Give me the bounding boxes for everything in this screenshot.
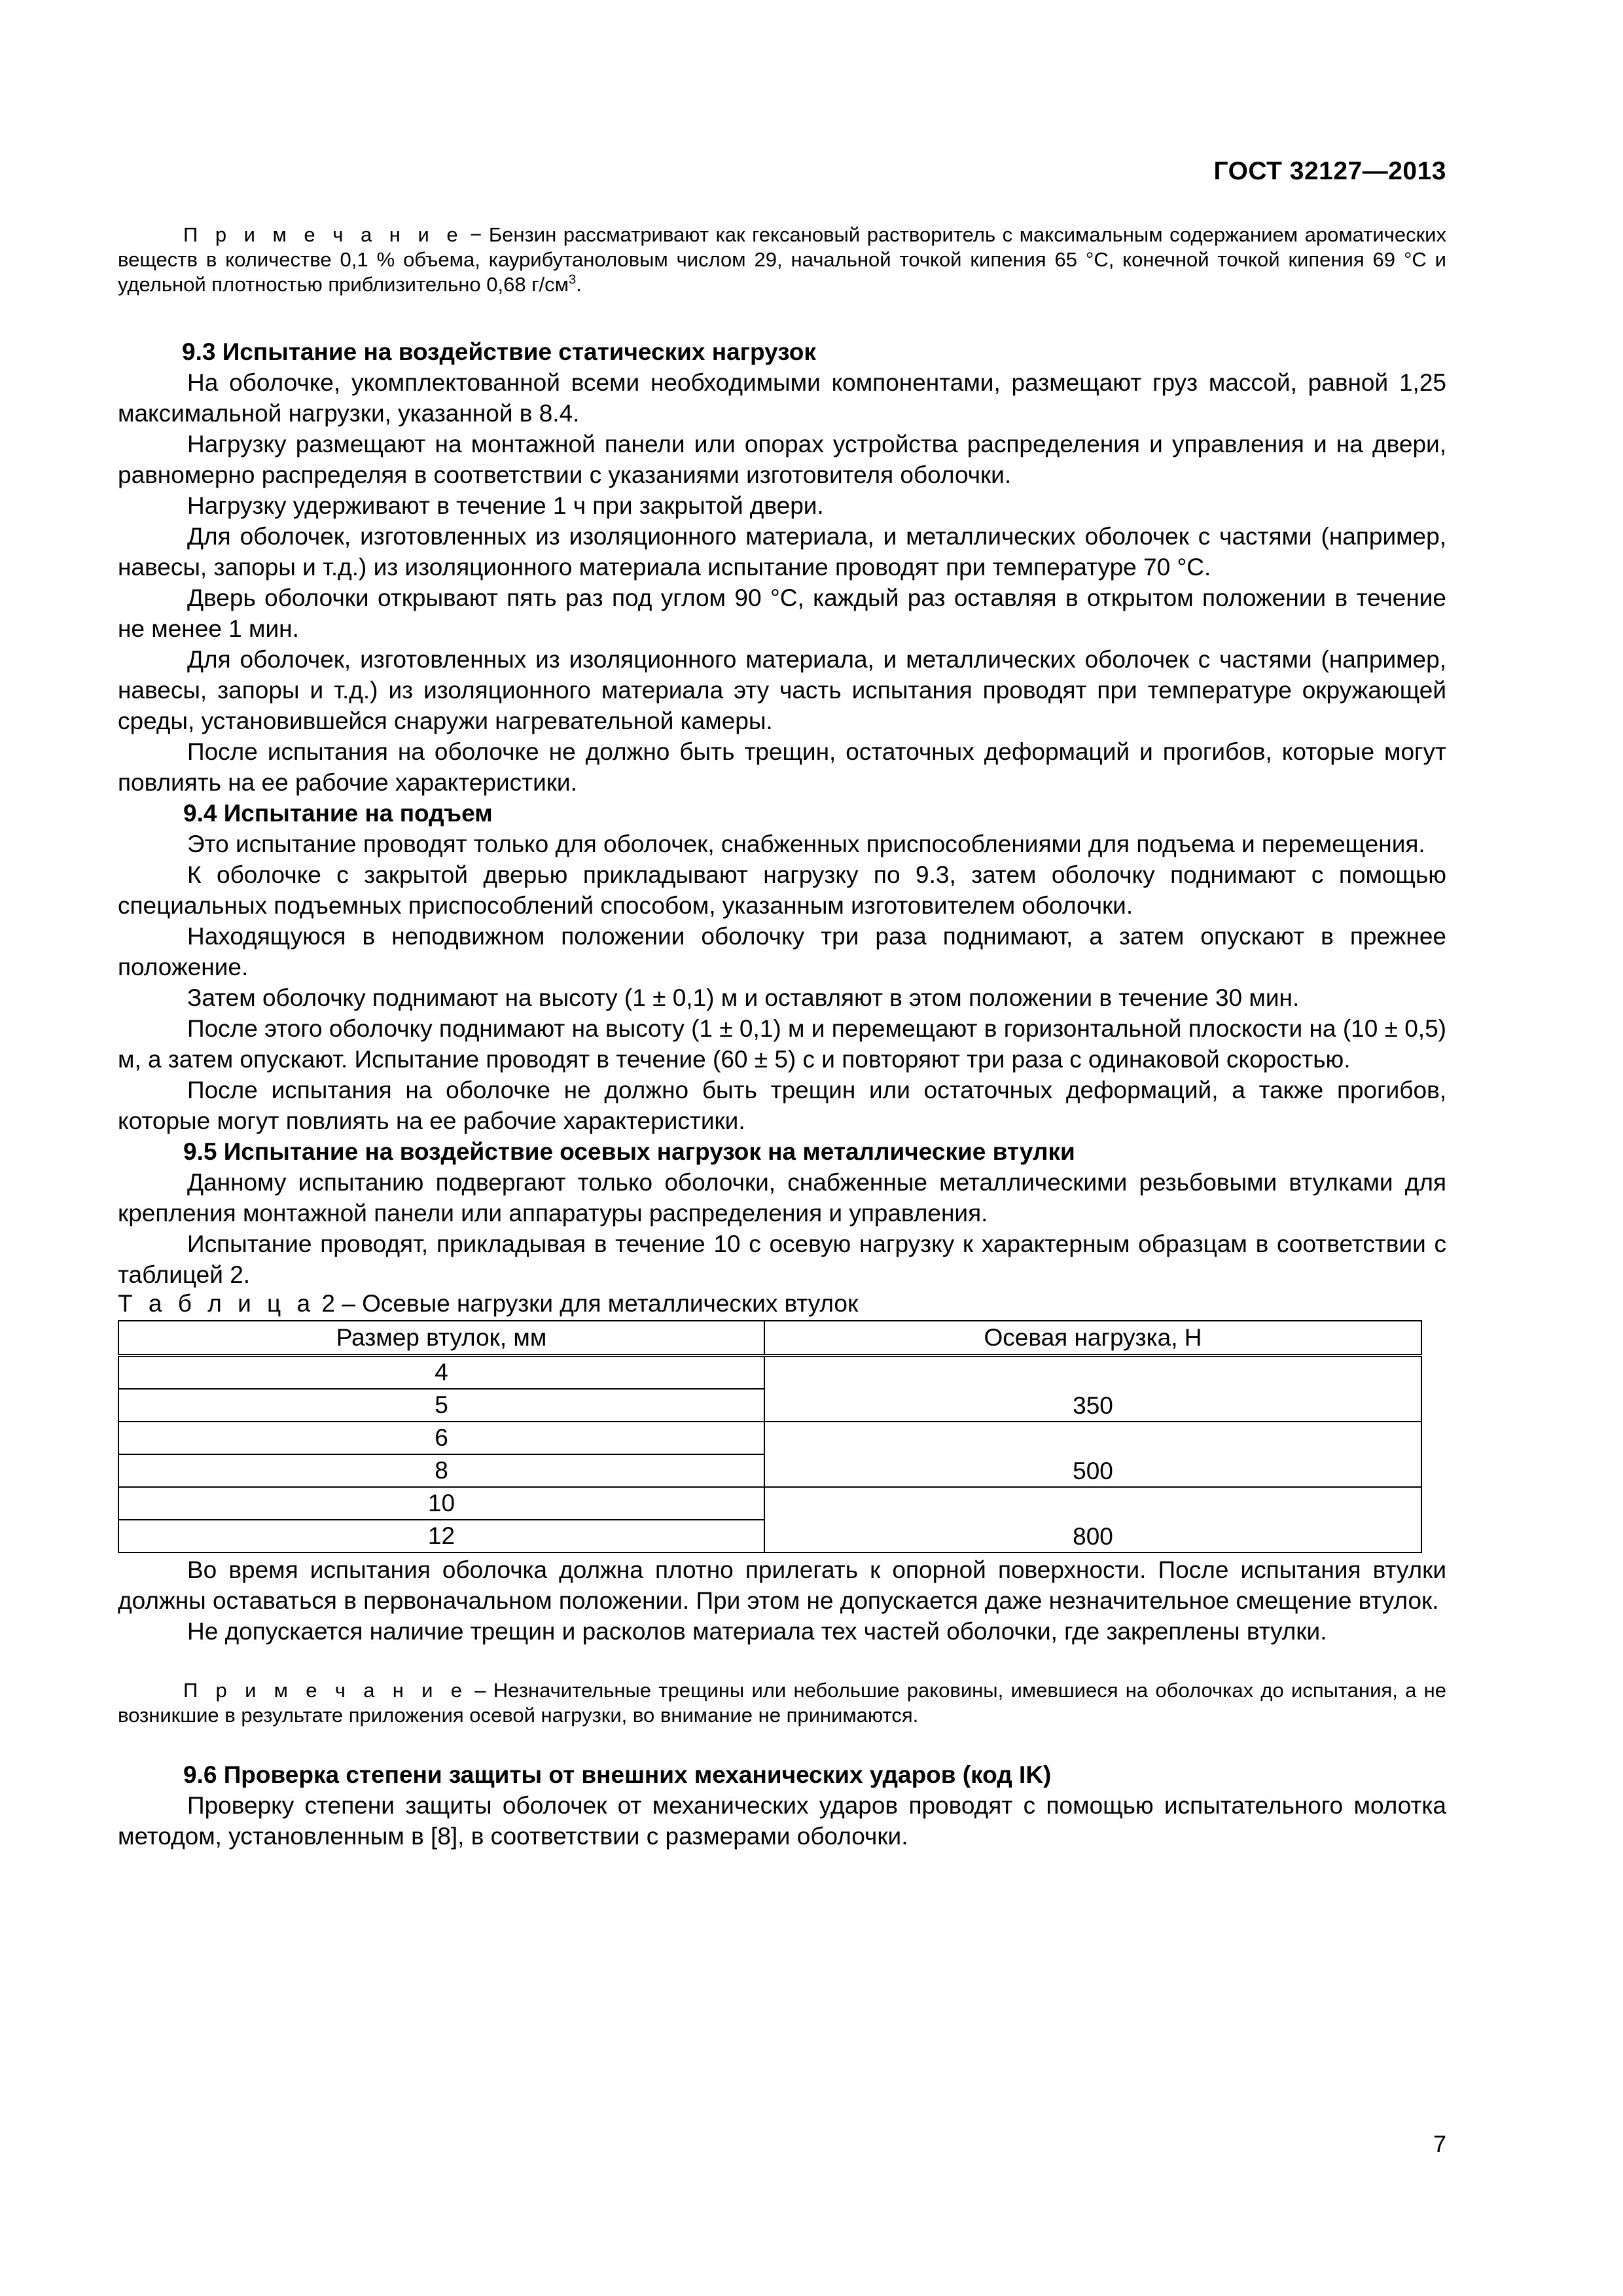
document-code: ГОСТ 32127—2013 — [1213, 157, 1446, 185]
paragraph: Испытание проводят, прикладывая в течение 10 с осевую нагрузку к характерным образцам в соответствии с таблицей 2. — [118, 1230, 1446, 1288]
note-text: − Бензин рассматривают как гексановый растворитель с максимальным содержанием ароматических веществ в количестве 0,1 % объема, каурибутаноловым числом 29, начальной точкой кипения 65 °С, конечной точкой кипения 69 °С и удельной плотностью приблизительно 0,68 г/см — [118, 223, 1446, 296]
load-cell: 500 — [764, 1422, 1421, 1487]
paragraph: Это испытание проводят только для оболочек, снабженных приспособлениями для подъема и перемещения. — [187, 831, 1425, 857]
note-end: . — [576, 273, 582, 296]
size-cell: 5 — [118, 1389, 764, 1422]
table-caption — [118, 1290, 1446, 1318]
note-gasoline — [118, 223, 1446, 297]
paragraph: После испытания на оболочке не должно быть трещин или остаточных деформаций, а также прогибов, которые могут повлиять на ее рабочие характеристики. — [118, 1077, 1446, 1134]
note-text: – Незначительные трещины или небольшие раковины, имевшиеся на оболочках до испытания, а не возникшие в результате приложения осевой нагрузки, во внимание не принимаются. — [118, 1679, 1446, 1727]
paragraph: Данному испытанию подвергают только оболочки, снабженные металлическими резьбовыми втулками для крепления монтажной панели или аппаратуры распределения и управления. — [118, 1169, 1446, 1227]
size-cell: 6 — [118, 1422, 764, 1454]
note-superscript: 3 — [568, 272, 577, 287]
size-cell: 12 — [118, 1520, 764, 1552]
paragraph: Не допускается наличие трещин и расколов материала тех частей оболочки, где закреплены втулки. — [187, 1618, 1327, 1645]
page-number: 7 — [1433, 2130, 1446, 2157]
load-cell: 800 — [764, 1487, 1421, 1552]
table-row — [118, 1487, 1421, 1520]
load-cell: 350 — [764, 1355, 1421, 1422]
page-content — [118, 223, 1446, 1852]
note-cracks — [118, 1678, 1446, 1728]
section-9-5-heading: 9.5 Испытание на воздействие осевых нагрузок на металлические втулки — [183, 1138, 1075, 1165]
section-9-4-heading: 9.4 Испытание на подъем — [183, 800, 493, 827]
size-cell: 10 — [118, 1487, 764, 1520]
paragraph: Для оболочек, изготовленных из изоляционного материала, и металлических оболочек с частями (например, навесы, запоры и т.д.) из изоляционного материала испытание проводят при температуре 70 °С. — [118, 523, 1446, 581]
paragraph: Для оболочек, изготовленных из изоляционного материала, и металлических оболочек с частями (например, навесы, запоры и т.д.) из изоляционного материала эту часть испытания проводят при температуре окружающей среды, установившейся снаружи нагревательной камеры. — [118, 646, 1446, 734]
paragraph: На оболочке, укомплектованной всеми необходимыми компонентами, размещают груз массой, равной 1,25 максимальной нагрузки, указанной в 8.4. — [118, 369, 1446, 427]
paragraph: Находящуюся в неподвижном положении оболочку три раза поднимают, а затем опускают в прежнее положение. — [118, 923, 1446, 980]
size-cell: 8 — [118, 1454, 764, 1487]
table-title: 2 – Осевые нагрузки для металлических втулок — [315, 1290, 859, 1317]
paragraph: Нагрузку удерживают в течение 1 ч при закрытой двери. — [187, 492, 824, 519]
section-9-3-heading: 9.3 Испытание на воздействие статических нагрузок — [182, 338, 816, 365]
paragraph: Нагрузку размещают на монтажной панели или опорах устройства распределения и управления и на двери, равномерно распределяя в соответствии с указаниями изготовителя оболочки. — [118, 431, 1446, 488]
table-label: Т а б л и ц а — [118, 1290, 315, 1317]
column-header-size: Размер втулок, мм — [118, 1321, 764, 1355]
paragraph: Затем оболочку поднимают на высоту (1 ± 0,1) м и оставляют в этом положении в течение 30 мин. — [187, 984, 1300, 1011]
table-row — [118, 1422, 1421, 1454]
table-row — [118, 1355, 1421, 1389]
paragraph: Дверь оболочки открывают пять раз под углом 90 °С, каждый раз оставляя в открытом положении в течение не менее 1 мин. — [118, 584, 1446, 642]
note-label: П р и м е ч а н и е — [183, 1679, 467, 1702]
paragraph: После испытания на оболочке не должно быть трещин, остаточных деформаций и прогибов, которые могут повлиять на ее рабочие характеристики. — [118, 738, 1446, 796]
paragraph: После этого оболочку поднимают на высоту (1 ± 0,1) м и перемещают в горизонтальной плоскости на (10 ± 0,5) м, а затем опускают. Испытание проводят в течение (60 ± 5) с и повторяют три раза с одинаковой скоростью. — [118, 1015, 1446, 1073]
paragraph: Проверку степени защиты оболочек от механических ударов проводят с помощью испытательного молотка методом, установленным в [8], в соответствии с размерами оболочки. — [118, 1792, 1446, 1850]
size-cell: 4 — [118, 1355, 764, 1389]
paragraph: К оболочке с закрытой дверью прикладывают нагрузку по 9.3, затем оболочку поднимают с помощью специальных подъемных приспособлений способом, указанным изготовителем оболочки. — [118, 861, 1446, 919]
axial-load-table — [118, 1320, 1422, 1553]
paragraph: Во время испытания оболочка должна плотно прилегать к опорной поверхности. После испытания втулки должны оставаться в первоначальном положении. При этом не допускается даже незначительное смещение втулок. — [118, 1556, 1446, 1614]
section-9-6-heading: 9.6 Проверка степени защиты от внешних механических ударов (код IK) — [183, 1761, 1052, 1788]
note-label: П р и м е ч а н и е — [183, 223, 463, 246]
column-header-load: Осевая нагрузка, Н — [764, 1321, 1421, 1355]
table-header-row — [118, 1321, 1421, 1355]
